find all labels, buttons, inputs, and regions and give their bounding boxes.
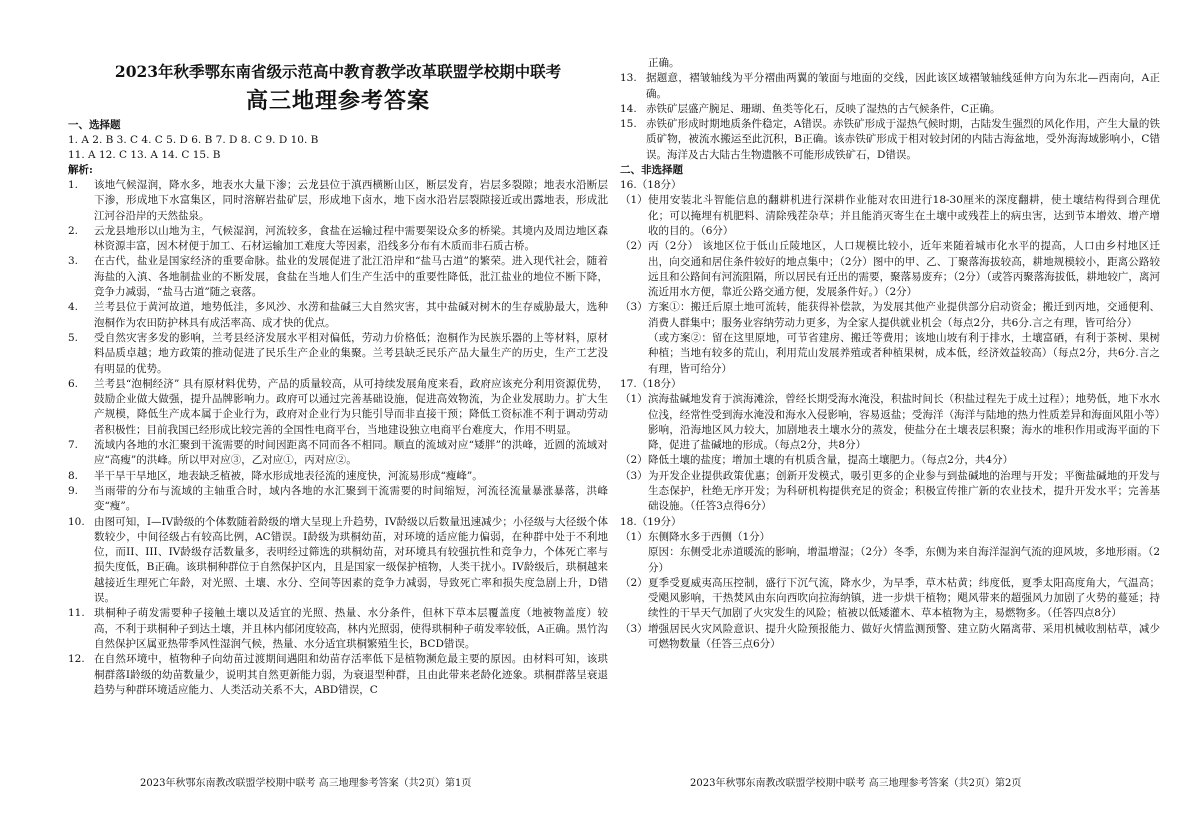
analysis-item-number: 5. [68, 331, 79, 344]
analysis-item-text: 赤铁矿形成时期地质条件稳定，A错误。赤铁矿形成于湿热气候时期，古陆发生强烈的风化作用，产生大量的铁质矿物，被流水搬运至此沉积，B正确。该赤铁矿形成于相对较封闭的内陆古海盆地，受外海海域影响小，C错误。海洋及古大陆古生物遗骸不可能形成铁矿石，D错误。 [646, 118, 1160, 161]
answer-part-number: （2） [620, 240, 648, 253]
analysis-item [68, 300, 608, 331]
analysis-item-number: 2. [68, 224, 79, 237]
answer-part-number: （2） [620, 454, 648, 467]
question-17-answers [620, 392, 1160, 514]
answer-key-row-1: 1. A 2. B 3. C 4. C 5. D 6. B 7. D 8. C 9. D 10. B [68, 134, 319, 146]
analysis-item-number: 3. [68, 255, 79, 268]
analysis-item-text: 云龙县地形以山地为主，气候湿润，河流较多，食盐在运输过程中需要架设众多的桥梁。其境内及周边地区森林资源丰富，因木材便于加工、石材运输加工难度大等因素，沿线多分布有木质而非石质古桥。 [94, 224, 608, 253]
answer-part-text: 为开发企业提供政策优惠；创新开发模式，吸引更多的企业参与到盐碱地的治理与开发；平衡盐碱地的开发与生态保护，杜绝无序开发；为科研机构提供充足的资金；积极宣传推广新的农业技术，提升开发水平；完善基础设施。（任答3点得6分） [648, 469, 1160, 513]
analysis-item-text: 据题意，褶皱轴线为平分褶曲两翼的皱面与地面的交线，因此该区域褶皱轴线延伸方向为东北—西南向，A正确。 [646, 72, 1160, 100]
question-18-reason: 原因：东侧受北赤道暖流的影响，增温增湿；（2分）冬季，东侧为来自海洋湿润气流的迎风坡，多地形雨。（2分） [648, 546, 1160, 574]
analysis-item [68, 484, 608, 515]
section-heading-essay: 二、非选择题 [620, 164, 683, 177]
continuation-text: 正确。 [648, 57, 680, 69]
analysis-item-text: 在古代，盐业是国家经济的重要命脉。盐业的发展促进了沘江沿岸和“盐马古道”的繁荣。进入现代社会，随着海盐的入滇、各地制盐业的不断发展，食盐在当地人们生产生活中的重要性降低，沘江盐业的地位不断下降，竞争力减弱，“盐马古道”随之衰落。 [94, 255, 608, 299]
answer-part [620, 239, 1160, 300]
analysis-item-number: 7. [68, 439, 79, 452]
exam-title: 2023年秋季鄂东南省级示范高中教育教学改革联盟学校期中联考 [114, 62, 562, 81]
analysis-item-number: 9. [68, 484, 79, 497]
answer-part-text: 增强居民火灾风险意识、提升火险预报能力、做好火情监测预警、建立防火隔离带、采用机械收割枯草，减少可燃物数量（任答三点6分） [648, 622, 1160, 650]
question-16-alternative: （或方案②：留在这里原地，可节省建房、搬迁等费用；该地山坡有利于排水，土壤富硒，有利于茶树、果树种植；当地有较多的荒山，利用荒山发展养殖或者种植果树，成本低，经济效益较高）（每点2分，共6分.言之有理，皆可给分） [648, 332, 1160, 375]
analysis-item-text: 赤铁矿层盛产腕足、珊瑚、鱼类等化石，反映了湿热的古气候条件，C正确。 [646, 102, 1001, 115]
analysis-item [68, 224, 608, 255]
analysis-item-text: 在自然环境中，植物种子向幼苗过渡期间遇阻和幼苗存活率低下是植物濒危最主要的原因。由材料可知，该珙桐群落I龄级的幼苗数量少，说明其自然更新能力弱，为衰退型种群，且由此带来老龄化迹象。珙桐群落呈衰退趋势与种群环境适应能力、人类活动关系不大，ABD错误，C [94, 653, 608, 696]
answer-part [620, 453, 1160, 468]
analysis-item-text: 受自然灾害多发的影响，兰考县经济发展水平相对偏低，劳动力价格低；泡桐作为民族乐器的上等材料，原材料品质卓越；地方政策的推动促进了民乐生产企业的集聚。兰考县缺乏民乐产品大量生产的历史，生产工艺没有明显的优势。 [94, 331, 608, 375]
answer-part [620, 300, 1160, 331]
analysis-item-number: 10. [68, 515, 85, 528]
answer-part-number: （1） [620, 393, 648, 406]
analysis-item-text: 半干旱干旱地区，地表缺乏植被，降水形成地表径流的速度快，河流易形成“瘦峰”。 [94, 469, 483, 482]
answer-part [620, 193, 1160, 239]
analysis-item [68, 377, 608, 438]
answer-page-1 [68, 56, 608, 756]
answer-page-2 [620, 56, 1160, 756]
analysis-item [68, 606, 608, 652]
analysis-item-number: 12. [68, 653, 85, 666]
analysis-item-text: 当雨带的分布与流域的主轴重合时，域内各地的水汇聚到干流需要的时间缩短，河流径流量暴涨暴落，洪峰变“瘦”。 [94, 484, 608, 513]
answer-part [620, 469, 1160, 515]
answer-part [620, 622, 1160, 653]
answer-part [620, 392, 1160, 453]
analysis-item [68, 438, 608, 469]
answer-part [620, 576, 1160, 622]
analysis-item-number: 6. [68, 377, 79, 390]
answer-key-row-2: 11. A 12. C 13. A 14. C 15. B [68, 149, 221, 161]
analysis-item-number: 1. [68, 179, 79, 191]
analysis-item-number: 8. [68, 469, 79, 482]
analysis-item-number: 13. [620, 72, 637, 85]
answer-part-text: 方案①：搬迁后原土地可流转，能获得补偿款，为发展其他产业提供部分启动资金；搬迁到丙地，交通便利、消费人群集中；服务业容纳劳动力更多，为全家人提供就业机会（每点2分，共6分.言之有理，皆可给分） [648, 301, 1160, 329]
analysis-list-continued [620, 71, 1160, 163]
analysis-item-number: 14. [620, 102, 637, 115]
answer-part-text: 滨海盐碱地发育于滨海滩涂，曾经长期受海水淹没，积盐时间长（积盐过程先于成土过程）；地势低，地下水水位浅，经常性受到海水淹没和海水入侵影响，容易返盐；受海洋（海洋与陆地的热力性质差异和海面风阻小等）影响，沿海地区风力较大，加剧地表土壤水分的蒸发，使盐分在土壤表层积聚；海水的堆积作用或海平面的下降，促进了盐碱地的形成。（每点2分，共8分） [648, 393, 1160, 452]
answer-part-text: 东侧降水多于西侧（1分） [648, 530, 771, 543]
question-18-answers [620, 530, 1160, 545]
answer-part-text: 使用安装北斗智能信息的翻耕机进行深耕作业能对农田进行18-30厘米的深度翻耕，使土壤结构得到合理优化；可以掩埋有机肥料、清除残茬杂草；并且能消灭寄生在土壤中或残茬上的病虫害，达到节本增效、增产增收的目的。（6分） [648, 194, 1160, 237]
analysis-item [68, 469, 608, 484]
question-18-heading: 18.（19分） [620, 515, 682, 528]
answer-part-number: （3） [620, 469, 648, 482]
question-16-heading: 16.（18分） [620, 179, 682, 192]
analysis-item [68, 652, 608, 698]
answer-part-text: 丙（2分） 该地区位于低山丘陵地区，人口规模比较小，近年来随着城市化水平的提高，人口由乡村地区迁出，向交通和居住条件较好的地点集中；（2分）图中的甲、乙、丁聚落海拔较高，耕地规模较小，距离公路较远且和公路间有河流阻隔，所以居民有迁出的需要，聚落易废弃；（2分）（或答丙聚落海拔低，耕地较广，离河流近用水方便，靠近公路交通方便，发展条件好。）（2分） [648, 240, 1160, 299]
analysis-item-number: 11. [68, 607, 85, 620]
answer-part-text: 降低土壤的盐度；增加土壤的有机质含量，提高土壤肥力。（每点2分，共4分） [648, 454, 1014, 467]
analysis-item [68, 515, 608, 607]
analysis-item [68, 331, 608, 377]
answer-part-number: （3） [620, 301, 648, 314]
analysis-item [620, 117, 1160, 163]
page-footer-1: 2023年秋鄂东南教改联盟学校期中联考 高三地理参考答案（共2页）第1页 [140, 778, 472, 789]
section-heading-choice: 一、选择题 [68, 119, 121, 131]
analysis-list [68, 178, 608, 698]
analysis-item-number: 4. [68, 301, 79, 314]
answer-part-number: （1） [620, 530, 648, 543]
analysis-item-text: 该地气候湿润，降水多，地表水大量下渗；云龙县位于滇西横断山区，断层发育，岩层多裂隙；地表水沿断层下渗，形成地下水富集区，同时溶解岩盐矿层，形成地下卤水，地下卤水沿岩层裂隙接近或出露地表，形成沘江河谷沿岸的天然盐泉。 [94, 179, 608, 222]
question-17-heading: 17.（18分） [620, 377, 682, 390]
analysis-item [620, 71, 1160, 102]
page-footer-2: 2023年秋鄂东南教改联盟学校期中联考 高三地理参考答案（共2页）第2页 [690, 778, 1022, 789]
analysis-item-number: 15. [620, 118, 637, 131]
analysis-item-text: 兰考县“泡桐经济” 具有原材料优势，产品的质量较高，从可持续发展角度来看，政府应该充分利用资源优势，鼓励企业做大做强，提升品牌影响力。政府可以通过完善基础设施，促进高效物流，为企业发展助力。扩大生产规模，降低生产成本属于企业行为，政府对企业行为只能引导而非直接干预；降低工资标准不利于调动劳动者积极性；目前我国已经形成比较完善的全国性电商平台，当地建设独立电商平台难度大，作用不明显。 [94, 377, 608, 436]
question-16-answers [620, 193, 1160, 331]
answer-part [620, 530, 1160, 545]
analysis-item [620, 102, 1160, 117]
document-title: 高三地理参考答案 [245, 88, 430, 114]
analysis-item [68, 254, 608, 300]
analysis-item-text: 流域内各地的水汇聚到干流需要的时间因距离不同而各不相同。顺直的流域对应“矮胖”的洪峰，近圆的流域对应“高瘦”的洪峰。所以甲对应③，乙对应①，丙对应②。 [94, 439, 608, 467]
question-18-answers-more [620, 576, 1160, 652]
answer-part-number: （2） [620, 576, 648, 589]
analysis-item-text: 由图可知，I—IV龄级的个体数随着龄级的增大呈现上升趋势，IV龄级以后数量迅速减少；小径级与大径级个体数较少，中间径级占有较高比例，AC错误。I龄级为珙桐幼苗，对环境的适应能力偏弱，在种群中处于不利地位，而II、III、IV龄级存活数量多，表明经过筛选的珙桐幼苗，对环境具有较强抗性和竞争力，个体死亡率与损失度低，B正确。该珙桐种群位于自然保护区内，且是国家一级保护植物，人类干扰小。IV龄级后，珙桐越来越接近生理死亡年龄，对光照、土壤、水分、空间等因素的竞争力减弱，导致死亡率和损失度急剧上升，D错误。 [94, 515, 608, 605]
analysis-label: 解析: [68, 164, 93, 176]
analysis-item [68, 178, 608, 224]
answer-part-number: （3） [620, 622, 648, 635]
analysis-item-text: 珙桐种子萌发需要种子接触土壤以及适宜的光照、热量、水分条件，但林下草本层覆盖度（地被物盖度）较高，不利于珙桐种子到达土壤，并且林内郁闭度较高，林内光照弱，使得珙桐种子萌发率较低，A正确。黑竹沟自然保护区属亚热带季风性湿润气候，热量、水分适宜珙桐繁殖生长，BCD错误。 [94, 607, 608, 650]
answer-part-text: 夏季受夏威夷高压控制，盛行下沉气流，降水少，为旱季，草木枯黄；纬度低，夏季太阳高度角大，气温高；受飓风影响，干热焚风由东向西吹向拉海纳镇，进一步烘干植物；飓风带来的超强风力加剧了火势的蔓延；持续性的干旱天气加剧了火灾发生的风险；植被以低矮灌木、草本植物为主，易燃物多。（任答四点8分） [648, 576, 1160, 620]
answer-part-number: （1） [620, 194, 648, 207]
analysis-item-text: 兰考县位于黄河故道，地势低洼，多风沙、水涝和盐碱三大自然灾害，其中盐碱对树木的生存威胁最大，选种泡桐作为农田防护林具有成活率高、成才快的优点。 [94, 301, 608, 329]
